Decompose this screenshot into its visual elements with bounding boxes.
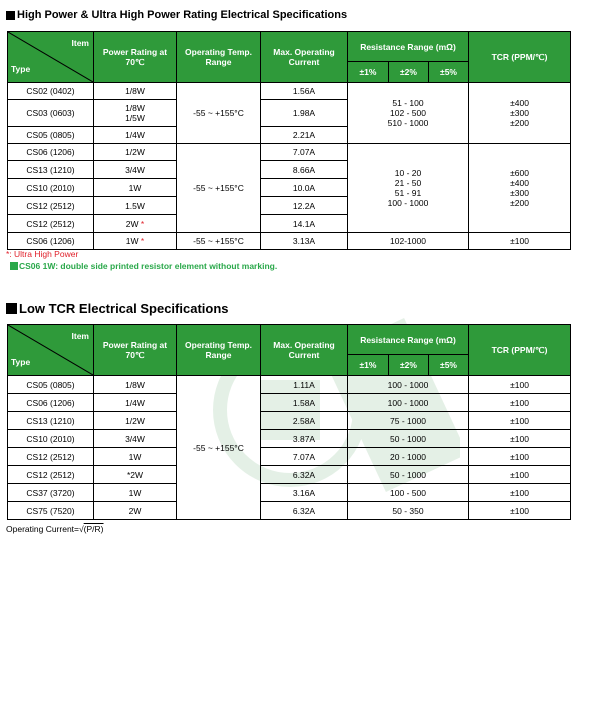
cell-power: *2W: [94, 466, 177, 484]
power-line: 1/8W: [125, 103, 145, 113]
table-row: [8, 233, 571, 250]
tcr-line: ±400: [510, 178, 529, 188]
cell-power: 3/4W: [94, 430, 177, 448]
cell-resistance: [348, 83, 469, 144]
resistance-line: 21 - 50: [394, 178, 422, 188]
resistance-line: 510 - 1000: [387, 118, 429, 128]
cell-type: CS10 (2010): [8, 430, 94, 448]
table-row: [8, 394, 571, 412]
tcr-line: ±300: [510, 108, 529, 118]
power-value: 2W: [125, 218, 139, 229]
cell-power: 1/4W: [94, 127, 177, 144]
cell-type: CS12 (2512): [8, 197, 94, 215]
cell-power: 1W: [94, 179, 177, 197]
cell-resistance: 102-1000: [348, 233, 469, 250]
tcr-line: ±400: [510, 98, 529, 108]
cell-power: 2W: [94, 502, 177, 520]
cell-tcr: ±100: [469, 448, 571, 466]
ultra-star-mark: *: [140, 236, 145, 246]
cell-current: 6.32A: [261, 466, 348, 484]
cell-current: 8.66A: [261, 161, 348, 179]
header-tol-5: ±5%: [429, 62, 469, 83]
table-row: [8, 376, 571, 394]
cell-temp: -55 ~ +155°C: [177, 233, 261, 250]
table-row: [8, 144, 571, 161]
sqrt-icon: √: [79, 524, 84, 534]
header-type: Type: [11, 357, 31, 367]
table-row: [8, 502, 571, 520]
header-temp: Operating Temp. Range: [177, 325, 261, 376]
cell-tcr: [469, 83, 571, 144]
cell-resistance: 50 - 350: [348, 502, 469, 520]
cell-type: CS05 (0805): [8, 127, 94, 144]
tcr-line: ±300: [510, 188, 529, 198]
tcr-line: ±600: [510, 168, 529, 178]
cell-temp: -55 ~ +155°C: [177, 376, 261, 520]
table-row: [8, 466, 571, 484]
cell-current: 6.32A: [261, 502, 348, 520]
cell-power: [94, 144, 177, 161]
cell-type: CS02 (0402): [8, 83, 94, 100]
cell-tcr: ±100: [469, 502, 571, 520]
cell-power: 1W: [94, 448, 177, 466]
power-line: 1/5W: [125, 113, 145, 123]
formula-prefix: Operating Current=: [6, 524, 79, 534]
section-title-text: High Power & Ultra High Power Rating Electrical Specifications: [17, 9, 348, 21]
power-value: 1W: [125, 236, 139, 246]
header-tol-1: ±1%: [348, 62, 389, 83]
cell-type: CS12 (2512): [8, 466, 94, 484]
cell-type: CS13 (1210): [8, 161, 94, 179]
cell-temp: -55 ~ +155°C: [177, 83, 261, 144]
cell-current: 12.2A: [261, 197, 348, 215]
high-power-spec-table: [7, 31, 571, 250]
formula-expr: (P/R): [83, 524, 104, 534]
operating-current-formula: [6, 524, 104, 534]
cell-type: CS06 (1206): [8, 233, 94, 250]
header-resistance: Resistance Range (mΩ): [348, 32, 469, 62]
cell-current: 14.1A: [261, 215, 348, 233]
ultra-star-mark: *: [140, 218, 145, 229]
header-item-type: [8, 32, 94, 83]
cell-current: 7.07A: [261, 144, 348, 161]
cell-power: 1/8W: [94, 376, 177, 394]
cell-current: 2.58A: [261, 412, 348, 430]
cell-resistance: 100 - 1000: [348, 394, 469, 412]
header-tol-1: ±1%: [348, 355, 389, 376]
cell-resistance: 75 - 1000: [348, 412, 469, 430]
cell-current: 3.16A: [261, 484, 348, 502]
table-row: [8, 83, 571, 100]
section-title-high-power: [6, 9, 347, 21]
table-row: [8, 430, 571, 448]
cell-type: CS10 (2010): [8, 179, 94, 197]
cell-resistance: 50 - 1000: [348, 430, 469, 448]
cell-tcr: [469, 144, 571, 233]
cell-current: 1.11A: [261, 376, 348, 394]
low-tcr-spec-table: [7, 324, 571, 520]
cell-resistance: 100 - 500: [348, 484, 469, 502]
power-value: 1/2W: [125, 147, 145, 157]
cell-current: 3.87A: [261, 430, 348, 448]
cell-current: 1.58A: [261, 394, 348, 412]
cell-power: [94, 100, 177, 127]
cell-power: 3/4W: [94, 161, 177, 179]
cell-type: CS13 (1210): [8, 412, 94, 430]
section-title-text: Low TCR Electrical Specifications: [19, 301, 229, 316]
tcr-line: ±200: [510, 198, 529, 208]
cell-type: CS03 (0603): [8, 100, 94, 127]
cell-tcr: ±100: [469, 412, 571, 430]
header-current: Max. Operating Current: [261, 32, 348, 83]
cell-resistance: 50 - 1000: [348, 466, 469, 484]
header-power: Power Rating at 70℃: [94, 32, 177, 83]
header-tol-2: ±2%: [389, 62, 429, 83]
resistance-line: 10 - 20: [394, 168, 422, 178]
cell-resistance: [348, 144, 469, 233]
note-cs06-text: CS06 1W: double side printed resistor element without marking.: [19, 261, 278, 271]
cell-current: 10.0A: [261, 179, 348, 197]
header-item: Item: [71, 331, 89, 341]
header-tol-5: ±5%: [429, 355, 469, 376]
cell-type: CS37 (3720): [8, 484, 94, 502]
header-type: Type: [11, 64, 31, 74]
cell-resistance: 100 - 1000: [348, 376, 469, 394]
cell-power: 1W: [94, 484, 177, 502]
cell-tcr: ±100: [469, 376, 571, 394]
cell-current: 1.98A: [261, 100, 348, 127]
cell-temp: -55 ~ +155°C: [177, 144, 261, 233]
header-tol-2: ±2%: [389, 355, 429, 376]
header-power: Power Rating at 70℃: [94, 325, 177, 376]
cell-current: 1.56A: [261, 83, 348, 100]
cell-type: CS12 (2512): [8, 215, 94, 233]
header-resistance: Resistance Range (mΩ): [348, 325, 469, 355]
resistance-line: 51 - 100: [392, 98, 424, 108]
table-row: [8, 448, 571, 466]
green-square-icon: [10, 262, 18, 270]
cell-power: 1/8W: [94, 83, 177, 100]
table-row: [8, 484, 571, 502]
header-item-type: [8, 325, 94, 376]
cell-type: CS05 (0805): [8, 376, 94, 394]
cell-tcr: ±100: [469, 484, 571, 502]
black-square-icon: [6, 11, 15, 20]
header-tcr: TCR (PPM/℃): [469, 32, 571, 83]
cell-type: CS06 (1206): [8, 394, 94, 412]
resistance-line: 100 - 1000: [387, 198, 429, 208]
cell-tcr: ±100: [469, 233, 571, 250]
cell-type: CS75 (7520): [8, 502, 94, 520]
note-ultra-high-power: *: Ultra High Power: [6, 249, 79, 259]
cell-tcr: ±100: [469, 466, 571, 484]
note-cs06: [10, 261, 277, 271]
table-row: [8, 412, 571, 430]
resistance-line: 51 - 91: [394, 188, 422, 198]
cell-power: 1/4W: [94, 394, 177, 412]
cell-power: 1.5W: [94, 197, 177, 215]
cell-resistance: 20 - 1000: [348, 448, 469, 466]
cell-current: 3.13A: [261, 233, 348, 250]
header-current: Max. Operating Current: [261, 325, 348, 376]
resistance-line: 102 - 500: [390, 108, 426, 118]
section-title-low-tcr: [6, 301, 229, 316]
header-tcr: TCR (PPM/℃): [469, 325, 571, 376]
cell-type: CS06 (1206): [8, 144, 94, 161]
cell-type: CS12 (2512): [8, 448, 94, 466]
cell-power: [94, 215, 177, 233]
cell-tcr: ±100: [469, 394, 571, 412]
black-square-icon: [6, 303, 17, 314]
cell-current: 7.07A: [261, 448, 348, 466]
header-item: Item: [71, 38, 89, 48]
cell-power: [94, 233, 177, 250]
cell-power: 1/2W: [94, 412, 177, 430]
header-temp: Operating Temp. Range: [177, 32, 261, 83]
cell-tcr: ±100: [469, 430, 571, 448]
cell-current: 2.21A: [261, 127, 348, 144]
tcr-line: ±200: [510, 118, 529, 128]
